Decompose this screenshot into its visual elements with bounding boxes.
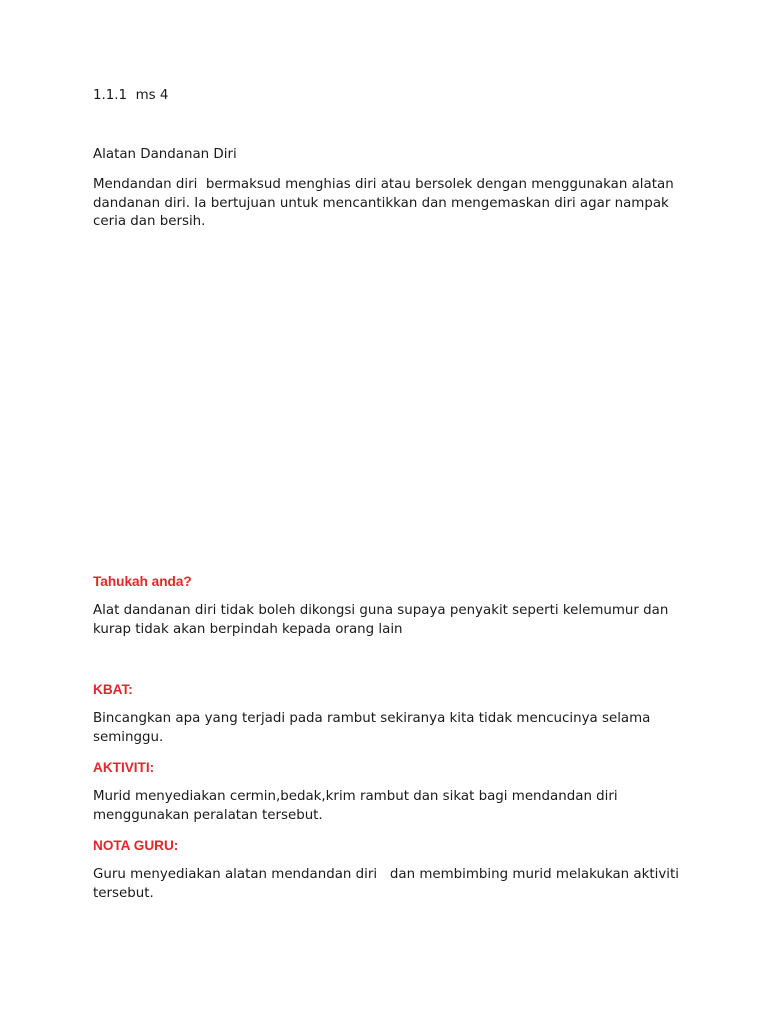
section-body-nota-guru: Guru menyediakan alatan mendandan diri dan membimbing murid melakukan aktiviti tersebut.: [93, 867, 684, 901]
section-heading-aktiviti: AKTIVITI:: [93, 760, 155, 775]
section-body-tahukah-anda: Alat dandanan diri tidak boleh dikongsi guna supaya penyakit seperti kelemumur dan kurap tidak akan berpindah kepada orang lain: [93, 603, 673, 637]
intro-paragraph: Mendandan diri bermaksud menghias diri atau bersolek dengan menggunakan alatan dandanan diri. Ia bertujuan untuk mencantikkan dan mengemaskan diri agar nampak ceria dan bersih.: [93, 177, 678, 229]
section-heading-kbat: KBAT:: [93, 682, 133, 697]
section-body-aktiviti: Murid menyediakan cermin,bedak,krim rambut dan sikat bagi mendandan diri menggunakan peralatan tersebut.: [93, 789, 622, 823]
section-heading-nota-guru: NOTA GURU:: [93, 838, 179, 853]
page-title: Alatan Dandanan Diri: [93, 147, 237, 162]
section-body-kbat: Bincangkan apa yang terjadi pada rambut sekiranya kita tidak mencucinya selama seminggu.: [93, 711, 655, 745]
reference-label: 1.1.1 ms 4: [93, 88, 169, 103]
section-heading-tahukah-anda: Tahukah anda?: [93, 574, 192, 589]
